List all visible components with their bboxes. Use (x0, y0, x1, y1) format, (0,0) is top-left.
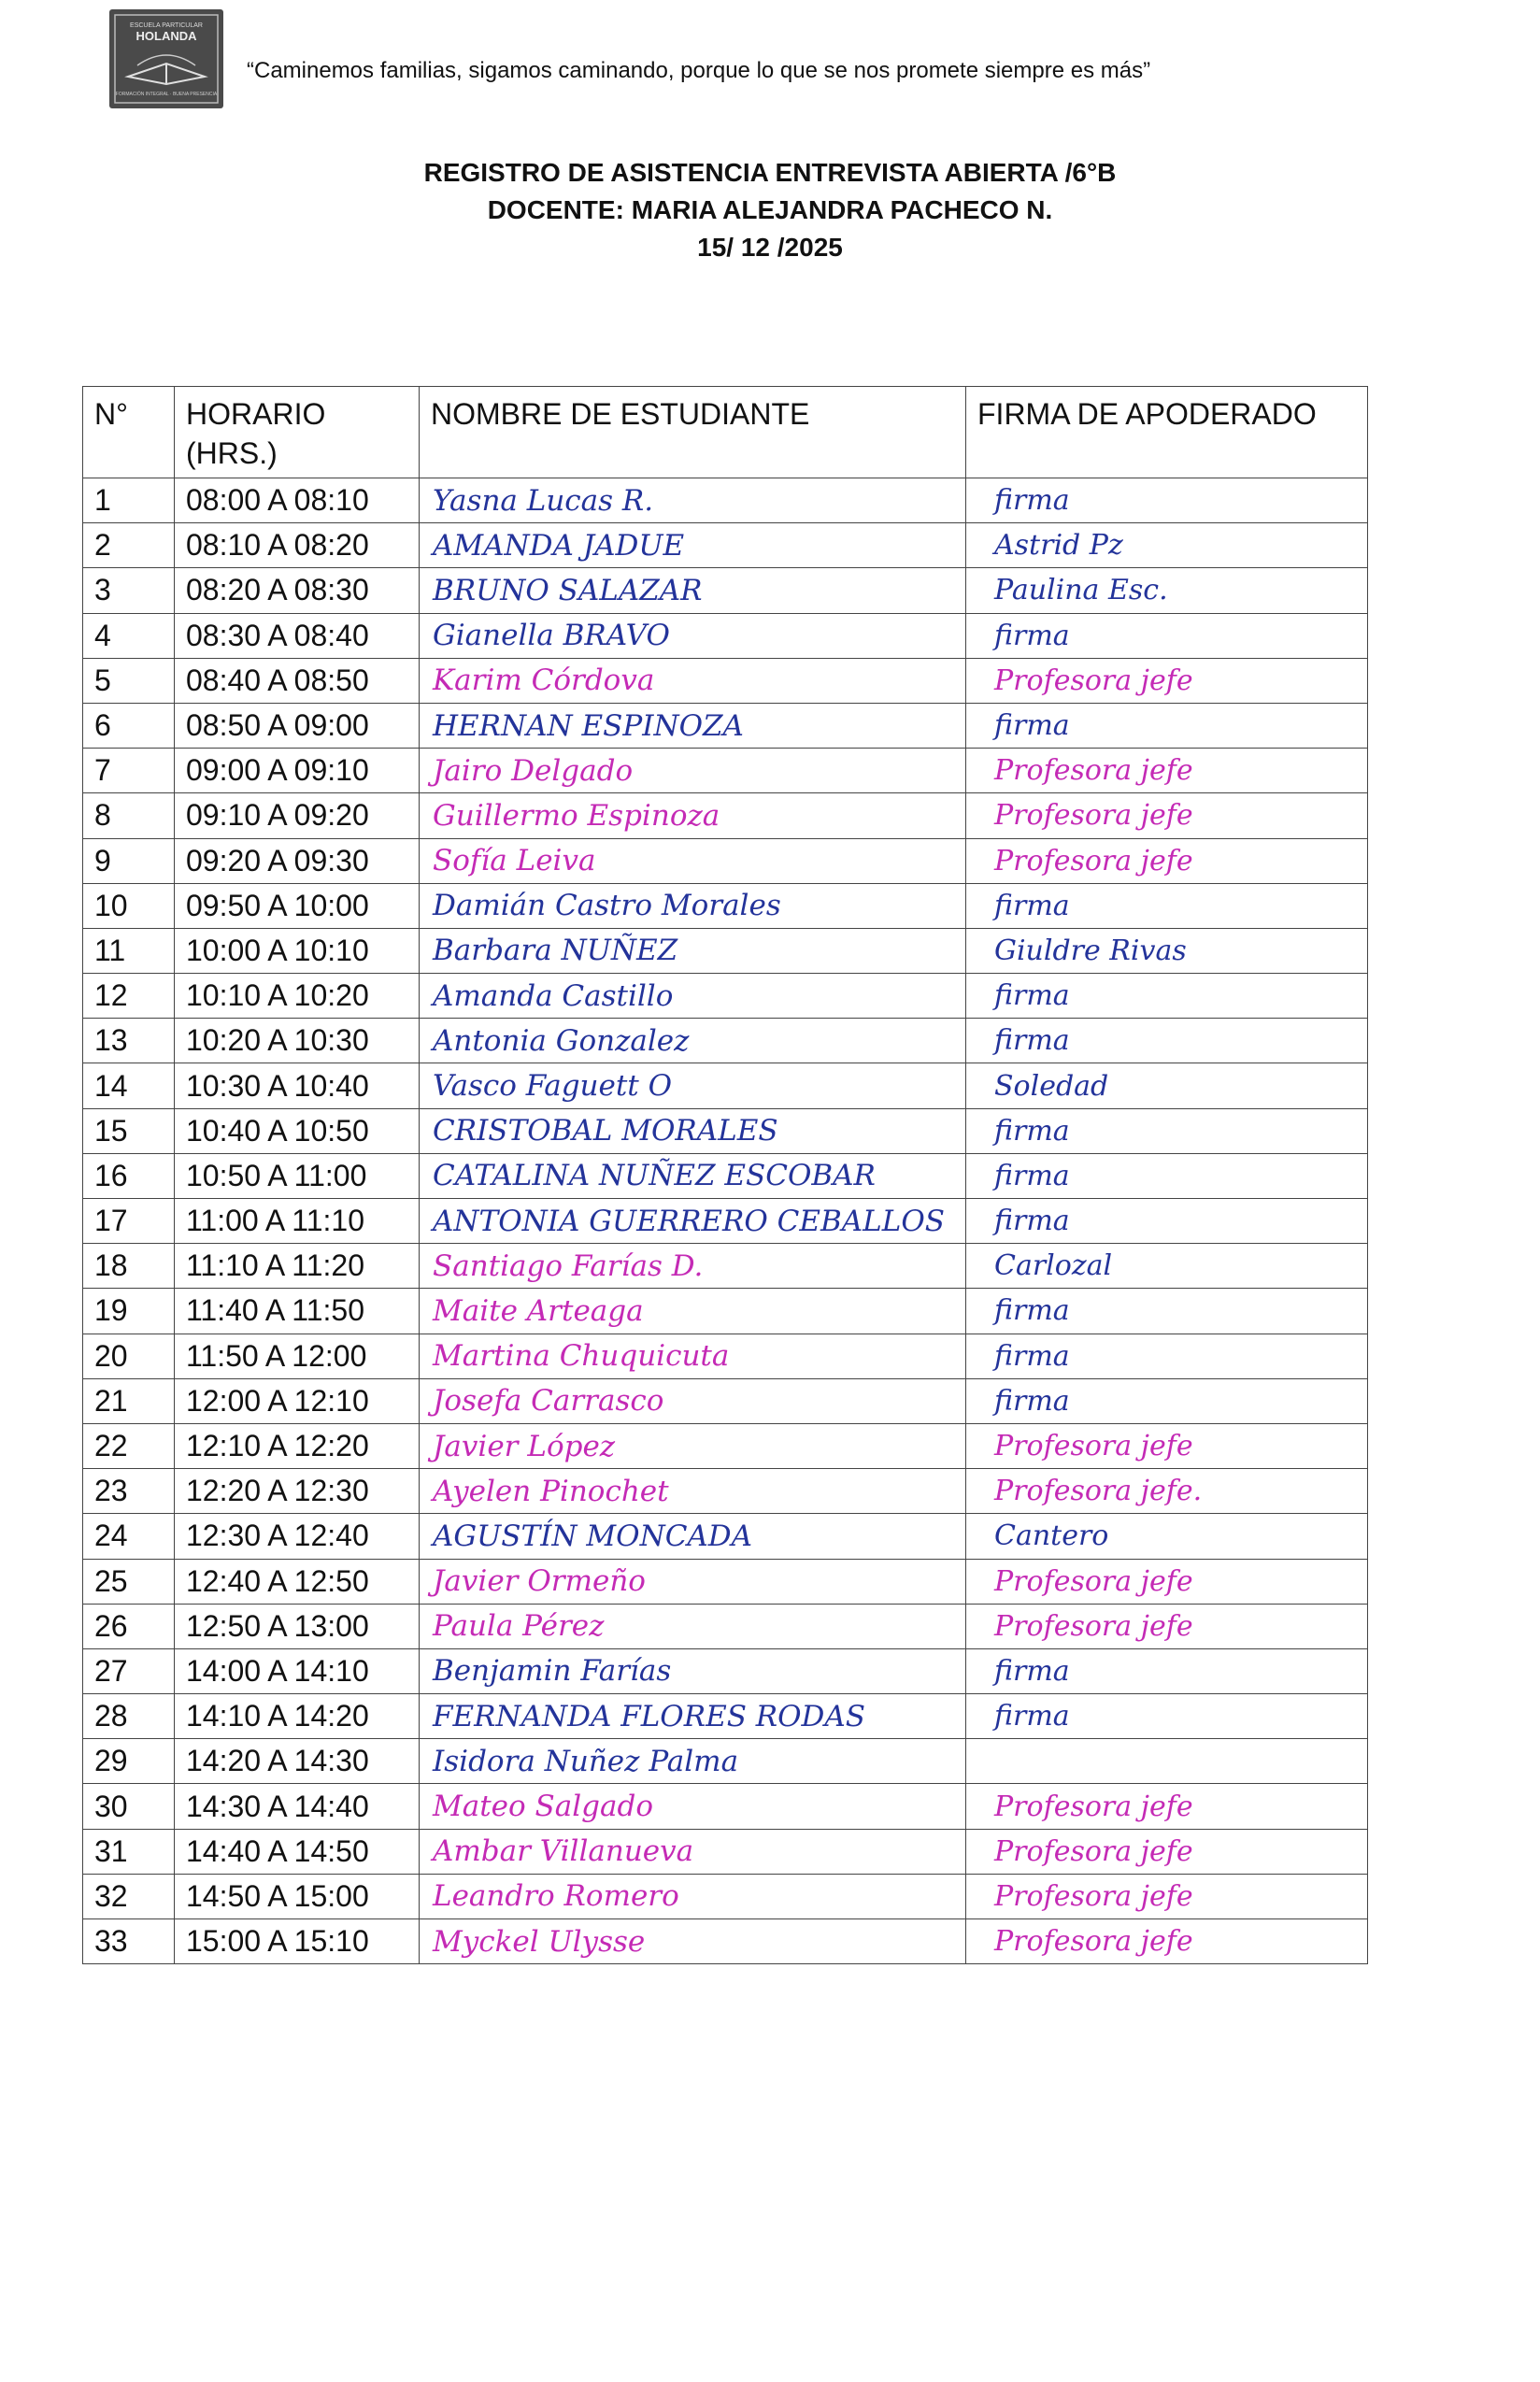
guardian-signature: firma (994, 1384, 1070, 1418)
student-name: Josefa Carrasco (433, 1384, 664, 1419)
row-schedule: 14:40 A 14:50 (175, 1829, 420, 1874)
row-schedule: 09:20 A 09:30 (175, 838, 420, 883)
row-number: 17 (83, 1199, 175, 1244)
row-schedule: 14:30 A 14:40 (175, 1784, 420, 1829)
row-schedule: 12:00 A 12:10 (175, 1378, 420, 1423)
row-number: 3 (83, 568, 175, 613)
student-name: Ayelen Pinochet (433, 1474, 669, 1508)
row-student-cell (420, 928, 966, 973)
attendance-rows (83, 478, 1368, 1964)
document-date: 15/ 12 /2025 (697, 233, 843, 262)
table-row (83, 613, 1368, 658)
table-row (83, 1334, 1368, 1378)
student-name: Yasna Lucas R. (433, 483, 654, 518)
row-number: 13 (83, 1019, 175, 1063)
table-header-row (83, 387, 1368, 478)
row-signature-cell (966, 478, 1368, 523)
guardian-signature: firma (994, 1114, 1070, 1148)
guardian-signature: Astrid Pz (994, 529, 1123, 563)
row-number: 33 (83, 1919, 175, 1964)
row-signature-cell (966, 1514, 1368, 1559)
row-schedule: 09:50 A 10:00 (175, 883, 420, 928)
table-row (83, 568, 1368, 613)
row-number: 22 (83, 1423, 175, 1468)
school-logo (109, 9, 223, 108)
row-signature-cell (966, 1739, 1368, 1784)
row-student-cell (420, 478, 966, 523)
row-student-cell (420, 974, 966, 1019)
row-number: 4 (83, 613, 175, 658)
row-number: 19 (83, 1289, 175, 1334)
student-name: CRISTOBAL MORALES (433, 1114, 778, 1148)
row-schedule: 10:50 A 11:00 (175, 1153, 420, 1198)
row-signature-cell (966, 1153, 1368, 1198)
row-number: 30 (83, 1784, 175, 1829)
row-signature-cell (966, 1199, 1368, 1244)
row-number: 14 (83, 1063, 175, 1108)
row-schedule: 08:10 A 08:20 (175, 523, 420, 568)
table-row (83, 658, 1368, 703)
row-student-cell (420, 1874, 966, 1918)
table-row (83, 523, 1368, 568)
row-student-cell (420, 1153, 966, 1198)
guardian-signature: Profesora jefe. (994, 1475, 1203, 1508)
row-signature-cell (966, 1874, 1368, 1918)
student-name: Javier López (433, 1429, 616, 1463)
guardian-signature: firma (994, 1700, 1070, 1733)
guardian-signature: Carlozal (994, 1249, 1113, 1283)
row-number: 25 (83, 1559, 175, 1604)
student-name: Paula Pérez (433, 1609, 605, 1644)
row-schedule: 10:10 A 10:20 (175, 974, 420, 1019)
student-name: Karim Córdova (433, 663, 655, 698)
table-row (83, 1289, 1368, 1334)
guardian-signature: firma (994, 484, 1070, 518)
table-row (83, 1378, 1368, 1423)
row-signature-cell (966, 928, 1368, 973)
guardian-signature: firma (994, 1024, 1070, 1058)
student-name: Mateo Salgado (433, 1790, 654, 1824)
row-signature-cell (966, 523, 1368, 568)
row-number: 18 (83, 1244, 175, 1289)
student-name: Sofía Leiva (433, 844, 596, 878)
table-row (83, 1244, 1368, 1289)
row-schedule: 14:50 A 15:00 (175, 1874, 420, 1918)
row-schedule: 10:30 A 10:40 (175, 1063, 420, 1108)
row-schedule: 15:00 A 15:10 (175, 1919, 420, 1964)
row-student-cell (420, 613, 966, 658)
table-row (83, 1063, 1368, 1108)
guardian-signature: firma (994, 1339, 1070, 1373)
row-student-cell (420, 523, 966, 568)
attendance-table (82, 386, 1368, 1964)
row-number: 6 (83, 703, 175, 748)
student-name: Barbara NUÑEZ (433, 934, 678, 968)
row-schedule: 14:10 A 14:20 (175, 1694, 420, 1739)
row-signature-cell (966, 1469, 1368, 1514)
row-student-cell (420, 703, 966, 748)
guardian-signature: Profesora jefe (994, 1879, 1193, 1913)
student-name: Damián Castro Morales (433, 889, 781, 923)
student-name: HERNAN ESPINOZA (433, 708, 744, 743)
row-student-cell (420, 1334, 966, 1378)
table-row (83, 1514, 1368, 1559)
row-number: 11 (83, 928, 175, 973)
document-titles (0, 154, 1540, 266)
student-name: Amanda Castillo (433, 978, 674, 1013)
guardian-signature: Profesora jefe (994, 754, 1193, 788)
row-signature-cell (966, 974, 1368, 1019)
row-number: 10 (83, 883, 175, 928)
student-name: ANTONIA GUERRERO CEBALLOS (433, 1204, 945, 1238)
row-number: 31 (83, 1829, 175, 1874)
student-name: Maite Arteaga (433, 1293, 644, 1328)
row-schedule: 10:20 A 10:30 (175, 1019, 420, 1063)
row-student-cell (420, 1063, 966, 1108)
row-student-cell (420, 1648, 966, 1693)
row-signature-cell (966, 1334, 1368, 1378)
student-name: Ambar Villanueva (433, 1834, 694, 1869)
row-schedule: 09:00 A 09:10 (175, 749, 420, 793)
table-row (83, 928, 1368, 973)
row-schedule: 12:50 A 13:00 (175, 1604, 420, 1648)
student-name: Gianella BRAVO (433, 619, 670, 653)
student-name: Myckel Ulysse (433, 1924, 646, 1959)
table-row (83, 1559, 1368, 1604)
row-student-cell (420, 1289, 966, 1334)
row-number: 27 (83, 1648, 175, 1693)
student-name: Antonia Gonzalez (433, 1023, 690, 1058)
row-schedule: 11:00 A 11:10 (175, 1199, 420, 1244)
row-student-cell (420, 1423, 966, 1468)
row-student-cell (420, 1019, 966, 1063)
row-number: 29 (83, 1739, 175, 1784)
row-signature-cell (966, 1694, 1368, 1739)
student-name: BRUNO SALAZAR (433, 573, 703, 607)
table-row (83, 749, 1368, 793)
svg-text:FORMACIÓN INTEGRAL · BUENA PRE: FORMACIÓN INTEGRAL · BUENA PRESENCIA (115, 92, 218, 97)
row-signature-cell (966, 1423, 1368, 1468)
row-schedule: 14:00 A 14:10 (175, 1648, 420, 1693)
row-schedule: 11:50 A 12:00 (175, 1334, 420, 1378)
row-schedule: 08:50 A 09:00 (175, 703, 420, 748)
row-schedule: 08:40 A 08:50 (175, 658, 420, 703)
row-signature-cell (966, 883, 1368, 928)
student-name: Jairo Delgado (433, 753, 634, 788)
row-number: 20 (83, 1334, 175, 1378)
row-schedule: 12:10 A 12:20 (175, 1423, 420, 1468)
row-student-cell (420, 838, 966, 883)
row-signature-cell (966, 1244, 1368, 1289)
table-row (83, 1784, 1368, 1829)
row-number: 32 (83, 1874, 175, 1918)
guardian-signature: Profesora jefe (994, 844, 1193, 877)
row-schedule: 11:40 A 11:50 (175, 1289, 420, 1334)
row-signature-cell (966, 703, 1368, 748)
svg-text:ESCUELA PARTICULAR: ESCUELA PARTICULAR (130, 22, 203, 29)
student-name: Javier Ormeño (433, 1564, 646, 1599)
guardian-signature: Profesora jefe (994, 1430, 1193, 1463)
row-student-cell (420, 1559, 966, 1604)
table-row (83, 1199, 1368, 1244)
row-signature-cell (966, 1108, 1368, 1153)
col-header-signature: FIRMA DE APODERADO (966, 387, 1368, 478)
row-number: 5 (83, 658, 175, 703)
row-signature-cell (966, 1604, 1368, 1648)
row-signature-cell (966, 1559, 1368, 1604)
guardian-signature: Profesora jefe (994, 1609, 1193, 1643)
table-row (83, 703, 1368, 748)
row-schedule: 12:30 A 12:40 (175, 1514, 420, 1559)
row-student-cell (420, 1378, 966, 1423)
row-schedule: 08:30 A 08:40 (175, 613, 420, 658)
guardian-signature: firma (994, 1654, 1070, 1688)
col-header-student: NOMBRE DE ESTUDIANTE (420, 387, 966, 478)
table-row (83, 1919, 1368, 1964)
guardian-signature: firma (994, 889, 1070, 922)
guardian-signature: firma (994, 709, 1070, 743)
row-student-cell (420, 1514, 966, 1559)
row-schedule: 08:00 A 08:10 (175, 478, 420, 523)
row-student-cell (420, 1199, 966, 1244)
student-name: Leandro Romero (433, 1879, 679, 1914)
table-row (83, 1604, 1368, 1648)
row-schedule: 12:40 A 12:50 (175, 1559, 420, 1604)
row-student-cell (420, 1919, 966, 1964)
col-header-number: N° (83, 387, 175, 478)
table-row (83, 883, 1368, 928)
guardian-signature: firma (994, 979, 1070, 1013)
row-schedule: 14:20 A 14:30 (175, 1739, 420, 1784)
row-signature-cell (966, 838, 1368, 883)
row-signature-cell (966, 1829, 1368, 1874)
guardian-signature: Profesora jefe (994, 1925, 1193, 1959)
row-signature-cell (966, 568, 1368, 613)
table-row (83, 1829, 1368, 1874)
guardian-signature: Paulina Esc. (994, 574, 1168, 607)
row-number: 26 (83, 1604, 175, 1648)
row-signature-cell (966, 1378, 1368, 1423)
row-signature-cell (966, 749, 1368, 793)
table-row (83, 1153, 1368, 1198)
row-signature-cell (966, 1289, 1368, 1334)
row-number: 1 (83, 478, 175, 523)
table-row (83, 838, 1368, 883)
row-number: 24 (83, 1514, 175, 1559)
student-name: Vasco Faguett O (433, 1069, 673, 1104)
document-title: REGISTRO DE ASISTENCIA ENTREVISTA ABIERTA /6°B (423, 158, 1117, 187)
table-row (83, 793, 1368, 838)
row-student-cell (420, 1604, 966, 1648)
student-name: FERNANDA FLORES RODAS (433, 1699, 866, 1733)
col-header-schedule: HORARIO (HRS.) (175, 387, 420, 478)
student-name: CATALINA NUÑEZ ESCOBAR (433, 1159, 876, 1193)
row-schedule: 08:20 A 08:30 (175, 568, 420, 613)
row-number: 2 (83, 523, 175, 568)
row-student-cell (420, 1244, 966, 1289)
row-student-cell (420, 568, 966, 613)
row-student-cell (420, 1108, 966, 1153)
row-student-cell (420, 658, 966, 703)
guardian-signature: Soledad (994, 1069, 1109, 1103)
student-name: Martina Chuquicuta (433, 1339, 730, 1374)
row-number: 7 (83, 749, 175, 793)
guardian-signature: Profesora jefe (994, 1834, 1193, 1868)
row-schedule: 12:20 A 12:30 (175, 1469, 420, 1514)
table-row (83, 1019, 1368, 1063)
row-signature-cell (966, 793, 1368, 838)
student-name: Isidora Nuñez Palma (433, 1744, 739, 1778)
svg-text:HOLANDA: HOLANDA (135, 29, 197, 43)
row-student-cell (420, 1694, 966, 1739)
guardian-signature: Cantero (994, 1519, 1109, 1553)
row-number: 9 (83, 838, 175, 883)
guardian-signature: Profesora jefe (994, 1790, 1193, 1823)
row-student-cell (420, 793, 966, 838)
guardian-signature: firma (994, 619, 1070, 652)
row-student-cell (420, 1784, 966, 1829)
guardian-signature: Profesora jefe (994, 663, 1193, 697)
guardian-signature: firma (994, 1205, 1070, 1238)
table-row (83, 1423, 1368, 1468)
row-signature-cell (966, 1063, 1368, 1108)
row-number: 12 (83, 974, 175, 1019)
guardian-signature: firma (994, 1294, 1070, 1328)
table-row (83, 1694, 1368, 1739)
row-schedule: 10:00 A 10:10 (175, 928, 420, 973)
row-signature-cell (966, 658, 1368, 703)
row-schedule: 10:40 A 10:50 (175, 1108, 420, 1153)
row-student-cell (420, 1739, 966, 1784)
row-number: 23 (83, 1469, 175, 1514)
row-student-cell (420, 749, 966, 793)
row-schedule: 11:10 A 11:20 (175, 1244, 420, 1289)
guardian-signature: Giuldre Rivas (994, 934, 1187, 967)
student-name: AGUSTÍN MONCADA (433, 1519, 753, 1553)
row-number: 8 (83, 793, 175, 838)
row-signature-cell (966, 1919, 1368, 1964)
guardian-signature: Profesora jefe (994, 799, 1193, 833)
row-student-cell (420, 1829, 966, 1874)
row-number: 15 (83, 1108, 175, 1153)
table-row (83, 1108, 1368, 1153)
row-signature-cell (966, 613, 1368, 658)
row-number: 16 (83, 1153, 175, 1198)
table-row (83, 1469, 1368, 1514)
row-signature-cell (966, 1648, 1368, 1693)
table-row (83, 1874, 1368, 1918)
row-student-cell (420, 1469, 966, 1514)
school-motto: “Caminemos familias, sigamos caminando, porque lo que se nos promete siempre es más” (247, 58, 1151, 83)
teacher-name: DOCENTE: MARIA ALEJANDRA PACHECO N. (487, 195, 1053, 224)
guardian-signature: Profesora jefe (994, 1564, 1193, 1598)
row-student-cell (420, 883, 966, 928)
student-name: Guillermo Espinoza (433, 798, 720, 833)
row-schedule: 09:10 A 09:20 (175, 793, 420, 838)
row-number: 21 (83, 1378, 175, 1423)
table-row (83, 478, 1368, 523)
student-name: Benjamin Farías (433, 1654, 672, 1689)
row-signature-cell (966, 1784, 1368, 1829)
row-number: 28 (83, 1694, 175, 1739)
row-signature-cell (966, 1019, 1368, 1063)
table-row (83, 974, 1368, 1019)
table-row (83, 1648, 1368, 1693)
table-row (83, 1739, 1368, 1784)
student-name: AMANDA JADUE (433, 528, 685, 563)
student-name: Santiago Farías D. (433, 1248, 704, 1283)
guardian-signature: firma (994, 1159, 1070, 1192)
